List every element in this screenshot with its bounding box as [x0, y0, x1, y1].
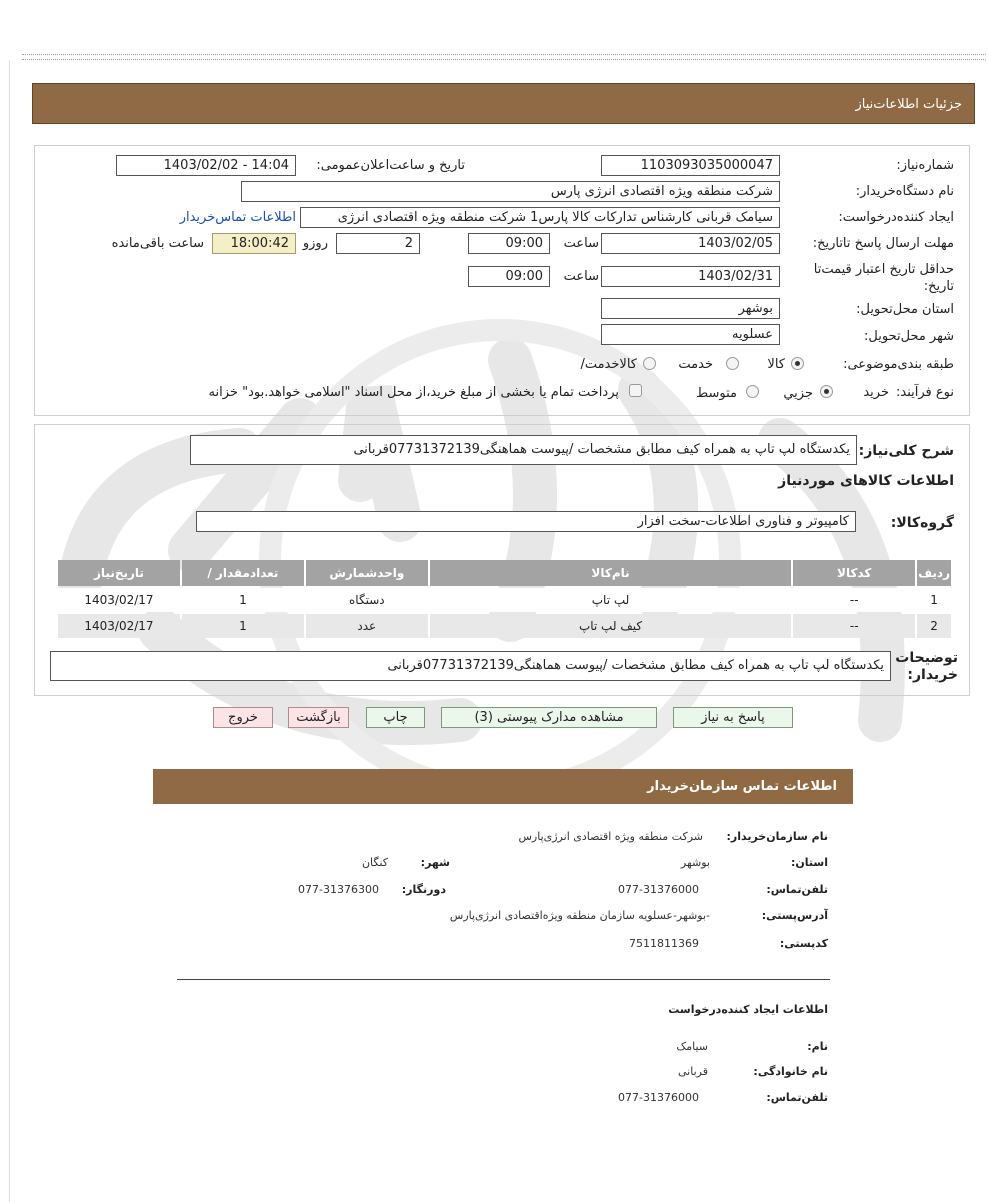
remaining-time-field: 18:00:42	[212, 233, 296, 254]
goods-info-title: اطلاعات کالاهای موردنیاز	[778, 473, 954, 489]
city-field: عسلویه	[601, 324, 780, 345]
process-minor-label: جزیي	[783, 386, 813, 401]
cell-row: 2	[917, 614, 951, 638]
creator-family-label: نام خانوادگی:	[753, 1065, 828, 1078]
cell-unit: عدد	[306, 614, 428, 638]
col-unit: واحدشمارش	[306, 560, 428, 586]
creator-family-value: قربانی	[678, 1065, 708, 1078]
days-field: 2	[336, 233, 420, 254]
creator-field: سیامک قربانی کارشناس تدارکات کالا پارس1 شرکت منطقه ویژه اقتصادی انرژی	[300, 207, 780, 228]
remaining-time-label: ساعت باقی‌مانده	[111, 236, 204, 251]
category-goods-label: کالا	[767, 357, 785, 372]
top-dotted-divider	[22, 54, 986, 60]
exit-button[interactable]: خروج	[213, 707, 273, 728]
col-qty: تعدادمقدار /	[182, 560, 304, 586]
creator-label: ایجاد کننده‌درخواست:	[838, 210, 954, 225]
process-label: نوع فرآیند:	[896, 385, 954, 400]
contact-org-value: شرکت منطقه ویژه اقتصادی انرژی‌پارس	[518, 830, 703, 843]
back-button[interactable]: بازگشت	[288, 707, 349, 728]
cell-name: کیف لپ تاپ	[430, 614, 791, 638]
attachments-button[interactable]: مشاهده مدارک پیوستی (3)	[441, 707, 657, 728]
validity-date-field: 1403/02/31	[601, 266, 780, 287]
category-goods-service-label: کالا‌خدمت/	[580, 357, 637, 372]
treasury-payment-note: پرداخت تمام یا بخشی از مبلغ خرید،از محل اسناد "اسلامی خواهد.بود" خزانه	[208, 385, 619, 400]
deadline-time-label: ساعت	[563, 236, 599, 251]
contact-phone-value: 077-31376000	[618, 883, 699, 896]
page-header-bar	[32, 83, 975, 124]
contact-address-label: آدرس‌پستی:	[761, 909, 828, 922]
announce-label: تاریخ و ساعت‌اعلان‌عمومی:	[316, 158, 465, 173]
creator-name-value: سیامک	[676, 1040, 708, 1053]
creator-name-label: نام:	[807, 1040, 828, 1053]
creator-phone-value: 077-31376000	[618, 1091, 699, 1104]
validity-time-label: ساعت	[563, 269, 599, 284]
goods-group-label: گروه‌کالا:	[890, 515, 954, 531]
city-label: شهر محل‌تحویل:	[864, 329, 954, 344]
category-service-label: خدمت	[678, 357, 713, 372]
buyer-desc-label: توضیحات خریدار:	[895, 650, 958, 683]
col-name: نام‌کالا	[430, 560, 791, 586]
need-number-label: شماره‌نیاز:	[896, 158, 954, 173]
cell-date: 1403/02/17	[58, 614, 180, 638]
treasury-payment-checkbox[interactable]	[629, 384, 642, 397]
need-number-field: 1103093035000047	[601, 155, 780, 176]
reply-button[interactable]: پاسخ به نیاز	[673, 707, 793, 728]
summary-field: یکدستگاه لپ تاپ به همراه کیف مطابق مشخصات /پیوست هماهنگی07731372139قربانی	[190, 435, 857, 465]
buyer-org-field: شرکت منطقه ویژه اقتصادی انرژی پارس	[241, 181, 780, 202]
days-label: روزو	[302, 236, 328, 251]
validity-time-field: 09:00	[468, 266, 550, 287]
cell-qty: 1	[182, 588, 304, 612]
creator-section-title: اطلاعات ایجاد کننده‌درخواست	[668, 1003, 828, 1016]
cell-code: --	[793, 614, 915, 638]
contact-header-bar	[153, 769, 853, 804]
deadline-date-field: 1403/02/05	[601, 233, 780, 254]
category-radio-service[interactable]	[726, 357, 739, 370]
province-label: استان محل‌تحویل:	[856, 302, 954, 317]
buyer-org-label: نام دستگاه‌خریدار:	[855, 184, 954, 199]
cell-code: --	[793, 588, 915, 612]
category-radio-goods[interactable]	[791, 357, 804, 370]
contact-city-label: شهر:	[420, 856, 450, 869]
cell-name: لپ تاپ	[430, 588, 791, 612]
cell-date: 1403/02/17	[58, 588, 180, 612]
buyer-contact-link[interactable]: اطلاعات تماس‌خریدار	[179, 210, 296, 225]
buyer-desc-field: یکدستگاه لپ تاپ به همراه کیف مطابق مشخصات /پیوست هماهنگی07731372139قربانی	[50, 651, 891, 681]
col-date: تاریخ‌نیاز	[58, 560, 180, 586]
cell-row: 1	[917, 588, 951, 612]
goods-table-header	[58, 560, 951, 586]
contact-separator	[177, 979, 830, 980]
goods-table	[56, 558, 953, 640]
goods-group-field: کامپیوتر و فناوری اطلاعات-سخت افزار	[196, 511, 856, 532]
table-row	[58, 614, 951, 638]
announce-field: 1403/02/02 - 14:04	[116, 155, 296, 176]
contact-org-label: نام سازمان‌خریدار:	[726, 830, 828, 843]
cell-unit: دستگاه	[306, 588, 428, 612]
page-header-title: جزئیات اطلاعات‌نیاز	[855, 97, 962, 112]
contact-address-value: -بوشهر-عسلویه سازمان منطقه ویژه‌اقتصادی انرژی‌پارس	[449, 909, 710, 922]
category-radio-goods-service[interactable]	[643, 357, 656, 370]
deadline-label: مهلت ارسال پاسخ تا‌تاریخ:	[812, 236, 954, 251]
cell-qty: 1	[182, 614, 304, 638]
contact-province-value: بوشهر	[680, 856, 710, 869]
col-row: ردیف	[917, 560, 951, 586]
creator-phone-label: تلفن‌تماس:	[766, 1091, 828, 1104]
process-medium-label: متوسط	[696, 386, 737, 401]
contact-phone-label: تلفن‌تماس:	[766, 883, 828, 896]
process-buy-label: خرید	[863, 385, 889, 400]
col-code: کدکالا	[793, 560, 915, 586]
contact-province-label: استان:	[791, 856, 828, 869]
deadline-time-field: 09:00	[468, 233, 550, 254]
summary-label: شرح کلی‌نیاز:	[858, 443, 954, 459]
contact-fax-label: دورنگار:	[401, 883, 446, 896]
province-field: بوشهر	[601, 298, 780, 319]
process-radio-minor[interactable]	[820, 385, 833, 398]
table-row	[58, 588, 951, 612]
contact-fax-value: 077-31376300	[298, 883, 379, 896]
contact-city-value: کنگان	[361, 856, 388, 869]
contact-postal-label: کد‌پستی:	[779, 937, 828, 950]
contact-header-title: اطلاعات تماس سازمان‌خریدار	[647, 779, 837, 794]
validity-label: حداقل تاریخ اعتبار قیمت‌تا تاریخ:	[813, 262, 954, 294]
process-radio-medium[interactable]	[746, 385, 759, 398]
category-label: طبقه بندی‌موضوعی:	[843, 357, 954, 372]
page-left-border	[9, 60, 10, 1202]
print-button[interactable]: چاپ	[366, 707, 425, 728]
contact-postal-value: 7511811369	[629, 937, 699, 950]
